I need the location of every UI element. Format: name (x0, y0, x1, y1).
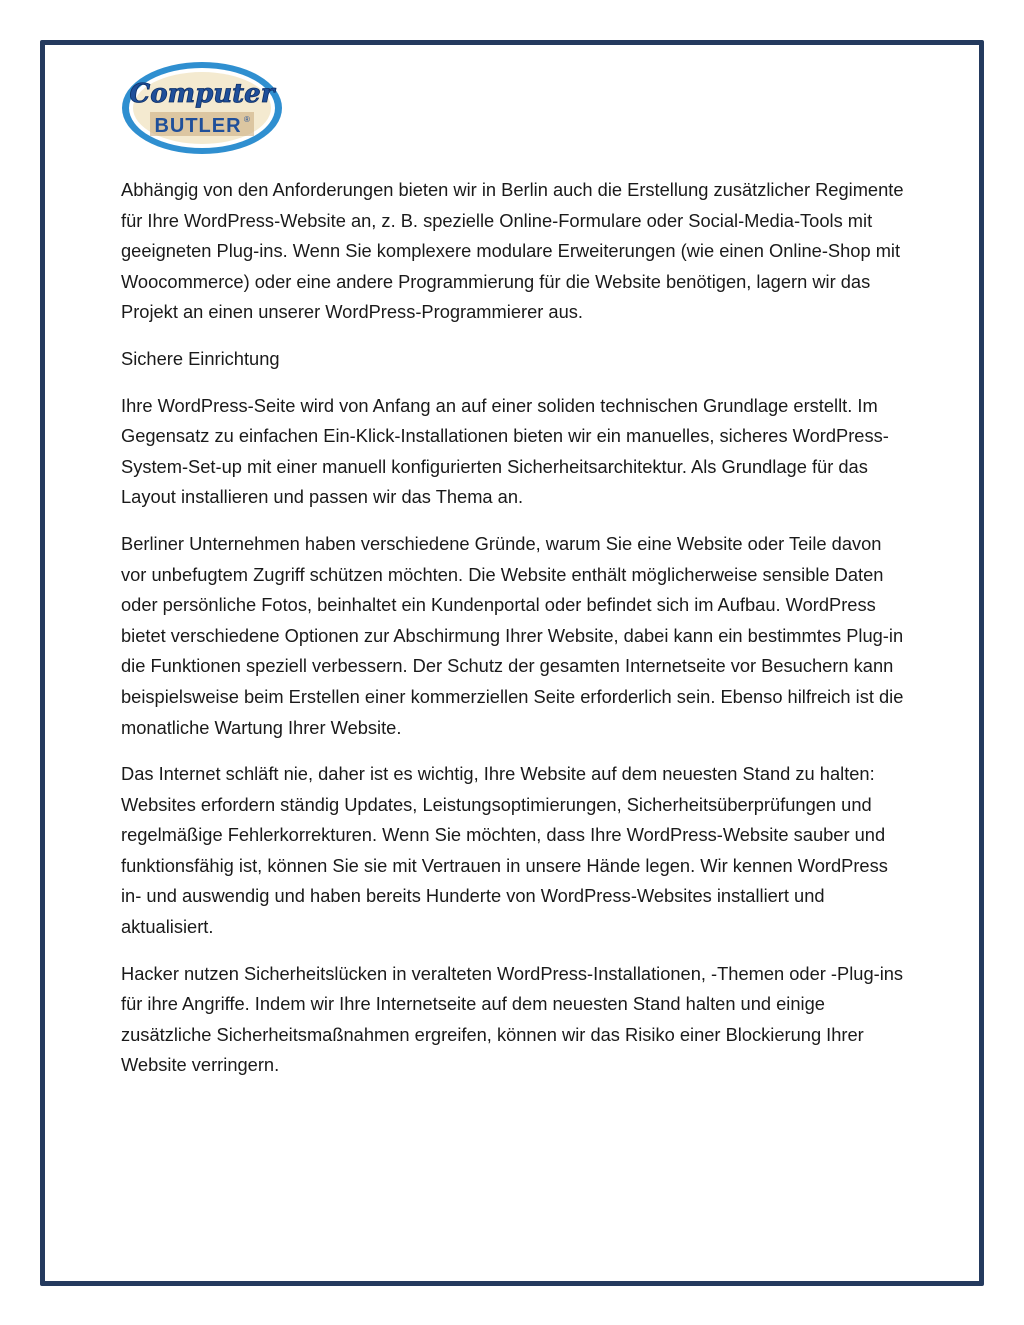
computer-butler-logo (120, 60, 284, 156)
paragraph-technical-foundation: Ihre WordPress-Seite wird von Anfang an auf einer soliden technischen Grundlage erstellt. Im Gegensatz zu einfachen Ein-Klick-Installationen bieten wir ein manuelles, sicheres WordPress-System-Set-up mit einer manuell konfigurierten Sicherheitsarchitektur. Als Grundlage für das Layout installieren und passen wir das Thema an. (121, 394, 889, 508)
paragraph-hacker-risk: Hacker nutzen Sicherheitslücken in veralteten WordPress-Installationen, -Themen oder -Plug-ins für ihre Angriffe. Indem wir Ihre Internetseite auf dem neuesten Stand halten und einige zusätzliche Sicherheitsmaßnahmen ergreifen, können wir das Risiko einer Blockierung Ihrer Website verringern. (121, 962, 904, 1076)
section-heading-secure-setup: Sichere Einrichtung (121, 347, 280, 369)
paragraph-access-protection: Berliner Unternehmen haben verschiedene Gründe, warum Sie eine Website oder Teile davon vor unbefugtem Zugriff schützen möchten. Die Website enthält möglicherweise sensible Daten oder persönliche Fotos, beinhaltet ein Kundenportal oder befindet sich im Aufbau. WordPress bietet verschiedene Optionen zur Abschirmung Ihrer Website, dabei kann ein bestimmtes Plug-in die Funktionen speziell verbessern. Der Schutz der gesamten Internetseite vor Besuchern kann beispielsweise beim Erstellen einer kommerziellen Seite erforderlich sein. Ebenso hilfreich ist die monatliche Wartung Ihrer Website. (121, 532, 904, 738)
paragraph-extensions: Abhängig von den Anforderungen bieten wir in Berlin auch die Erstellung zusätzlicher Regimente für Ihre WordPress-Website an, z. B. spezielle Online-Formulare oder Social-Media-Tools mit geeigneten Plug-ins. Wenn Sie komplexere modulare Erweiterungen (wie einen Online-Shop mit Woocommerce) oder eine andere Programmierung für die Website benötigen, lagern wir das Projekt an einen unserer WordPress-Programmierer aus. (121, 179, 904, 323)
logo-bottom-text: BUTLER (154, 115, 242, 137)
logo-registered-mark: ® (244, 115, 250, 124)
logo-top-text: Computer (129, 79, 275, 109)
document-body (121, 175, 905, 1097)
paragraph-maintenance: Das Internet schläft nie, daher ist es wichtig, Ihre Website auf dem neuesten Stand zu halten: Websites erfordern ständig Updates, Leistungsoptimierungen, Sicherheitsüberprüfungen und regelmäßige Fehlerkorrekturen. Wenn Sie möchten, dass Ihre WordPress-Website sauber und funktionsfähig ist, können Sie sie mit Vertrauen in unsere Hände legen. Wir kennen WordPress in- und auswendig und haben bereits Hunderte von WordPress-Websites installiert und aktualisiert. (121, 763, 888, 938)
